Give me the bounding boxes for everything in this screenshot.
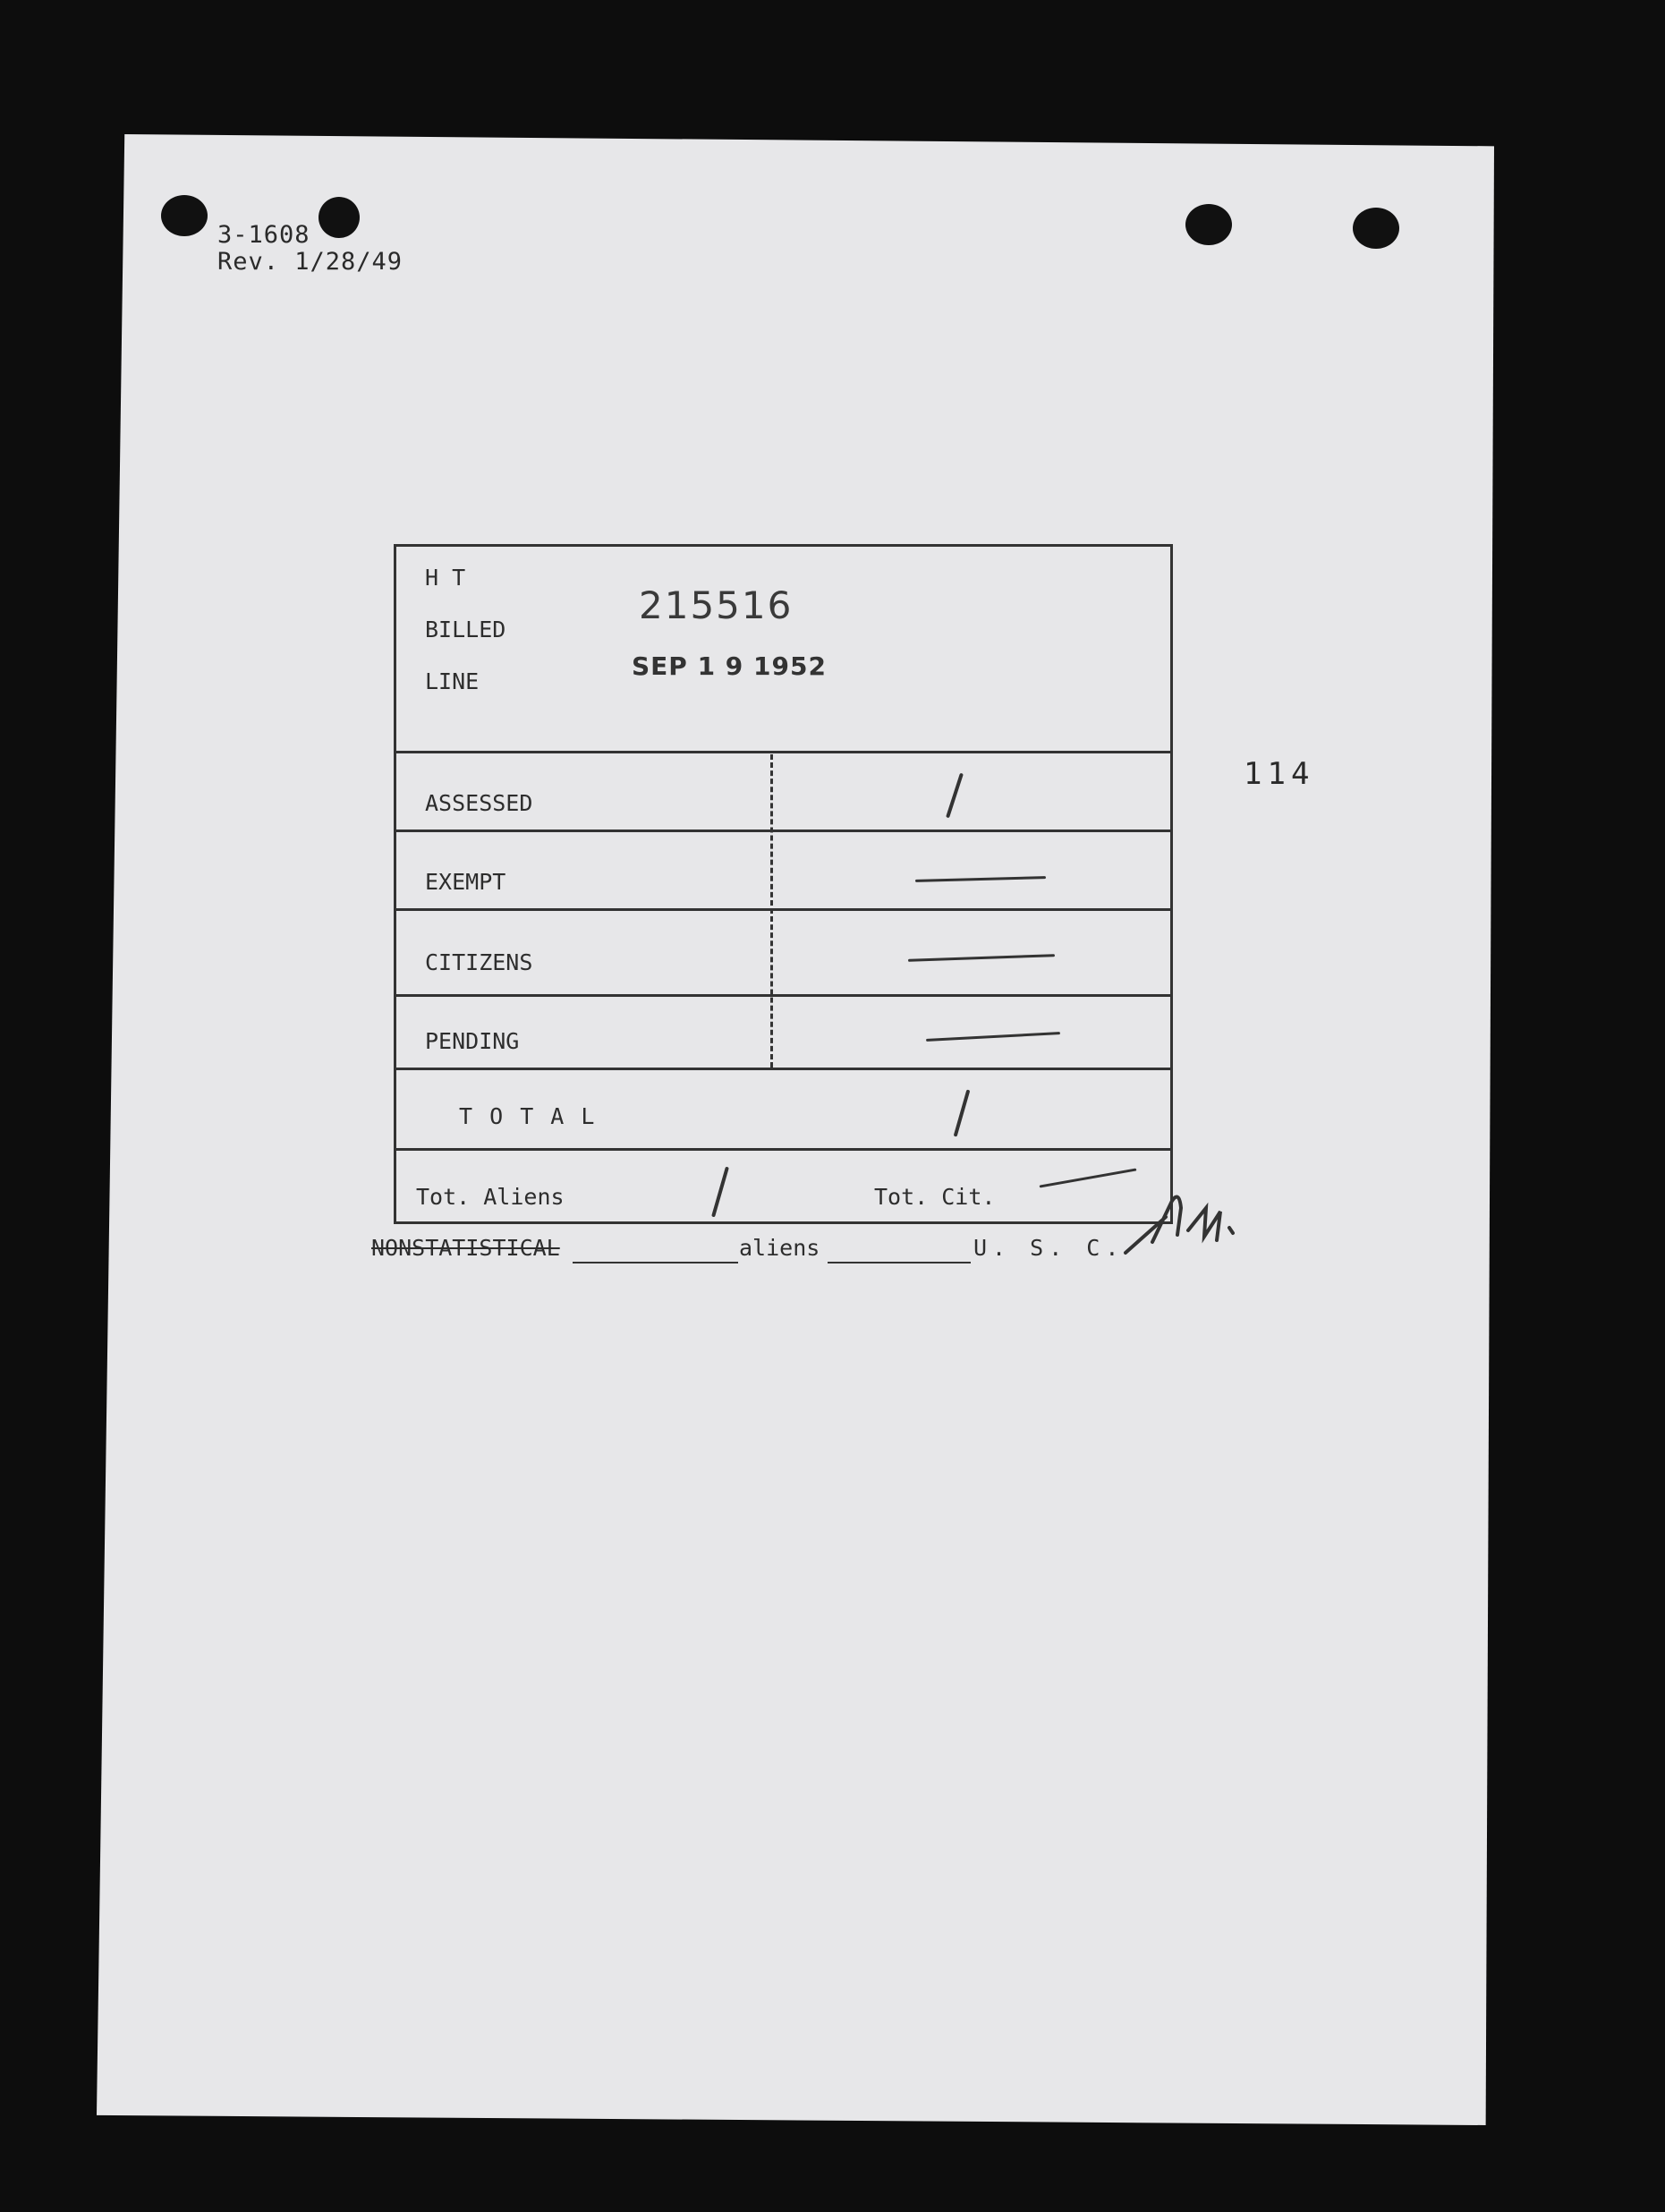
tot-aliens-label: Tot. Aliens	[416, 1184, 565, 1210]
total-label: T O T A L	[459, 1103, 597, 1129]
mark-exempt-dash	[915, 876, 1046, 882]
tot-cit-label: Tot. Cit.	[874, 1184, 996, 1210]
mark-tot-aliens-one	[711, 1167, 729, 1218]
rule-citizens	[396, 994, 1170, 997]
handwritten-initials	[1117, 1181, 1260, 1262]
row-label-exempt: EXEMPT	[425, 869, 506, 895]
row-label-assessed: ASSESSED	[425, 790, 533, 816]
punch-hole-4	[1353, 208, 1399, 249]
usc-label: U. S. C.	[973, 1235, 1125, 1261]
punch-hole-2	[319, 197, 360, 238]
punch-hole-3	[1185, 204, 1232, 245]
rule-pending	[396, 1068, 1170, 1070]
form-code: 3-1608	[217, 221, 310, 249]
mark-pending-dash	[926, 1032, 1060, 1042]
stamp-number: 215516	[639, 583, 794, 627]
mark-citizens-dash	[908, 954, 1055, 962]
aliens-label: aliens	[739, 1235, 820, 1261]
punch-hole-1	[161, 195, 208, 236]
stamp-date: SEP 1 9 1952	[632, 651, 827, 681]
page-number: 114	[1244, 756, 1315, 792]
rule-top-section	[396, 751, 1170, 753]
tally-form	[394, 544, 1173, 1224]
mark-total-one	[954, 1089, 971, 1136]
form-revision: Rev. 1/28/49	[217, 248, 404, 276]
row-label-citizens: CITIZENS	[425, 949, 533, 975]
rule-total	[396, 1148, 1170, 1151]
row-label-pending: PENDING	[425, 1028, 520, 1054]
rule-assessed	[396, 830, 1170, 832]
nonstatistical-label: NONSTATISTICAL	[371, 1235, 560, 1261]
mark-assessed-one	[946, 773, 964, 819]
column-divider	[770, 754, 773, 1068]
nonstatistical-blank	[573, 1262, 738, 1263]
line-label: LINE	[425, 668, 480, 694]
rule-exempt	[396, 908, 1170, 911]
ht-label: H T	[425, 565, 466, 591]
billed-label: BILLED	[425, 617, 506, 642]
aliens-blank	[828, 1262, 971, 1263]
